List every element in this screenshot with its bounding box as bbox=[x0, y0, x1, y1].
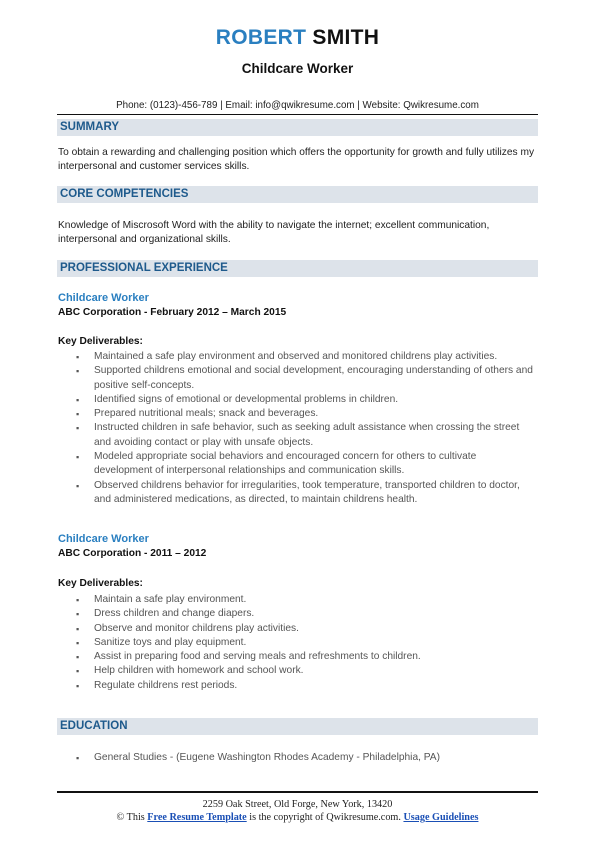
experience-heading-bar bbox=[57, 260, 538, 277]
header-divider bbox=[57, 114, 538, 115]
competencies-heading: CORE COMPETENCIES bbox=[60, 188, 189, 200]
job-2-title: Childcare Worker bbox=[58, 533, 149, 545]
job-1-company: ABC Corporation - February 2012 – March 2015 bbox=[58, 307, 287, 318]
list-item: ▪ Regulate childrens rest periods. bbox=[76, 679, 536, 693]
job-2-deliverables-list bbox=[76, 593, 536, 693]
list-item: ▪ Instructed children in safe behavior, such as seeking adult assistance when crossing the street and avoiding contact or play with unsafe objects. bbox=[76, 421, 536, 450]
list-item: ▪ Maintained a safe play environment and observed and monitored childrens play activities. bbox=[76, 350, 536, 364]
list-item: ▪ Identified signs of emotional or developmental problems in children. bbox=[76, 393, 536, 407]
footer-copyright bbox=[0, 812, 595, 823]
education-heading: EDUCATION bbox=[60, 720, 128, 732]
list-item: ▪ Modeled appropriate social behaviors and encouraged concern for others to cultivate development of interpersonal relationships and communication skills. bbox=[76, 450, 536, 479]
summary-heading: SUMMARY bbox=[60, 121, 119, 133]
usage-guidelines-link[interactable]: Usage Guidelines bbox=[403, 812, 479, 823]
list-item: ▪ Observe and monitor childrens play activities. bbox=[76, 622, 536, 636]
free-resume-template-link[interactable]: Free Resume Template bbox=[147, 812, 247, 823]
list-item: ▪ Assist in preparing food and serving meals and refreshments to children. bbox=[76, 650, 536, 664]
list-item: ▪ Prepared nutritional meals; snack and beverages. bbox=[76, 407, 536, 421]
list-item: ▪ Observed childrens behavior for irregularities, took temperature, transported children to doctor, and administered medications, as directed, to maintain childrens health. bbox=[76, 479, 536, 508]
job-2-company: ABC Corporation - 2011 – 2012 bbox=[58, 548, 207, 559]
contact-line: Phone: (0123)-456-789 | Email: info@qwikresume.com | Website: Qwikresume.com bbox=[116, 100, 479, 111]
list-item: ▪ Maintain a safe play environment. bbox=[76, 593, 536, 607]
list-item: ▪ Dress children and change diapers. bbox=[76, 607, 536, 621]
copyright-middle: is the copyright of Qwikresume.com. bbox=[246, 812, 404, 823]
copyright-prefix: © This bbox=[116, 812, 148, 823]
summary-text: To obtain a rewarding and challenging position which offers the opportunity for growth and fully utilizes my interpersonal and customer services skills. bbox=[58, 147, 535, 172]
job-title-heading: Childcare Worker bbox=[241, 61, 354, 76]
education-heading-bar bbox=[57, 718, 538, 735]
education-list bbox=[76, 751, 536, 765]
list-item: ▪ Supported childrens emotional and social development, encouraging understanding of others and positive self-concepts. bbox=[76, 364, 536, 393]
footer-divider bbox=[57, 791, 538, 793]
job-1-deliverables-label: Key Deliverables: bbox=[58, 336, 143, 347]
last-name: SMITH bbox=[312, 26, 380, 49]
job-1-title: Childcare Worker bbox=[58, 292, 149, 304]
job-2-deliverables-label: Key Deliverables: bbox=[58, 578, 143, 589]
list-item: ▪ Help children with homework and school work. bbox=[76, 664, 536, 678]
summary-heading-bar bbox=[57, 119, 538, 136]
job-1-deliverables-list bbox=[76, 350, 536, 507]
list-item: ▪ General Studies - (Eugene Washington Rhodes Academy - Philadelphia, PA) bbox=[76, 751, 536, 765]
competencies-text: Knowledge of Miscrosoft Word with the ability to navigate the internet; excellent communication, interpersonal and organizational skills. bbox=[58, 220, 490, 245]
footer-address: 2259 Oak Street, Old Forge, New York, 13420 bbox=[202, 799, 393, 810]
competencies-heading-bar bbox=[57, 186, 538, 203]
candidate-name bbox=[0, 26, 595, 50]
list-item: ▪ Sanitize toys and play equipment. bbox=[76, 636, 536, 650]
first-name: ROBERT bbox=[215, 26, 307, 49]
experience-heading: PROFESSIONAL EXPERIENCE bbox=[60, 262, 228, 274]
